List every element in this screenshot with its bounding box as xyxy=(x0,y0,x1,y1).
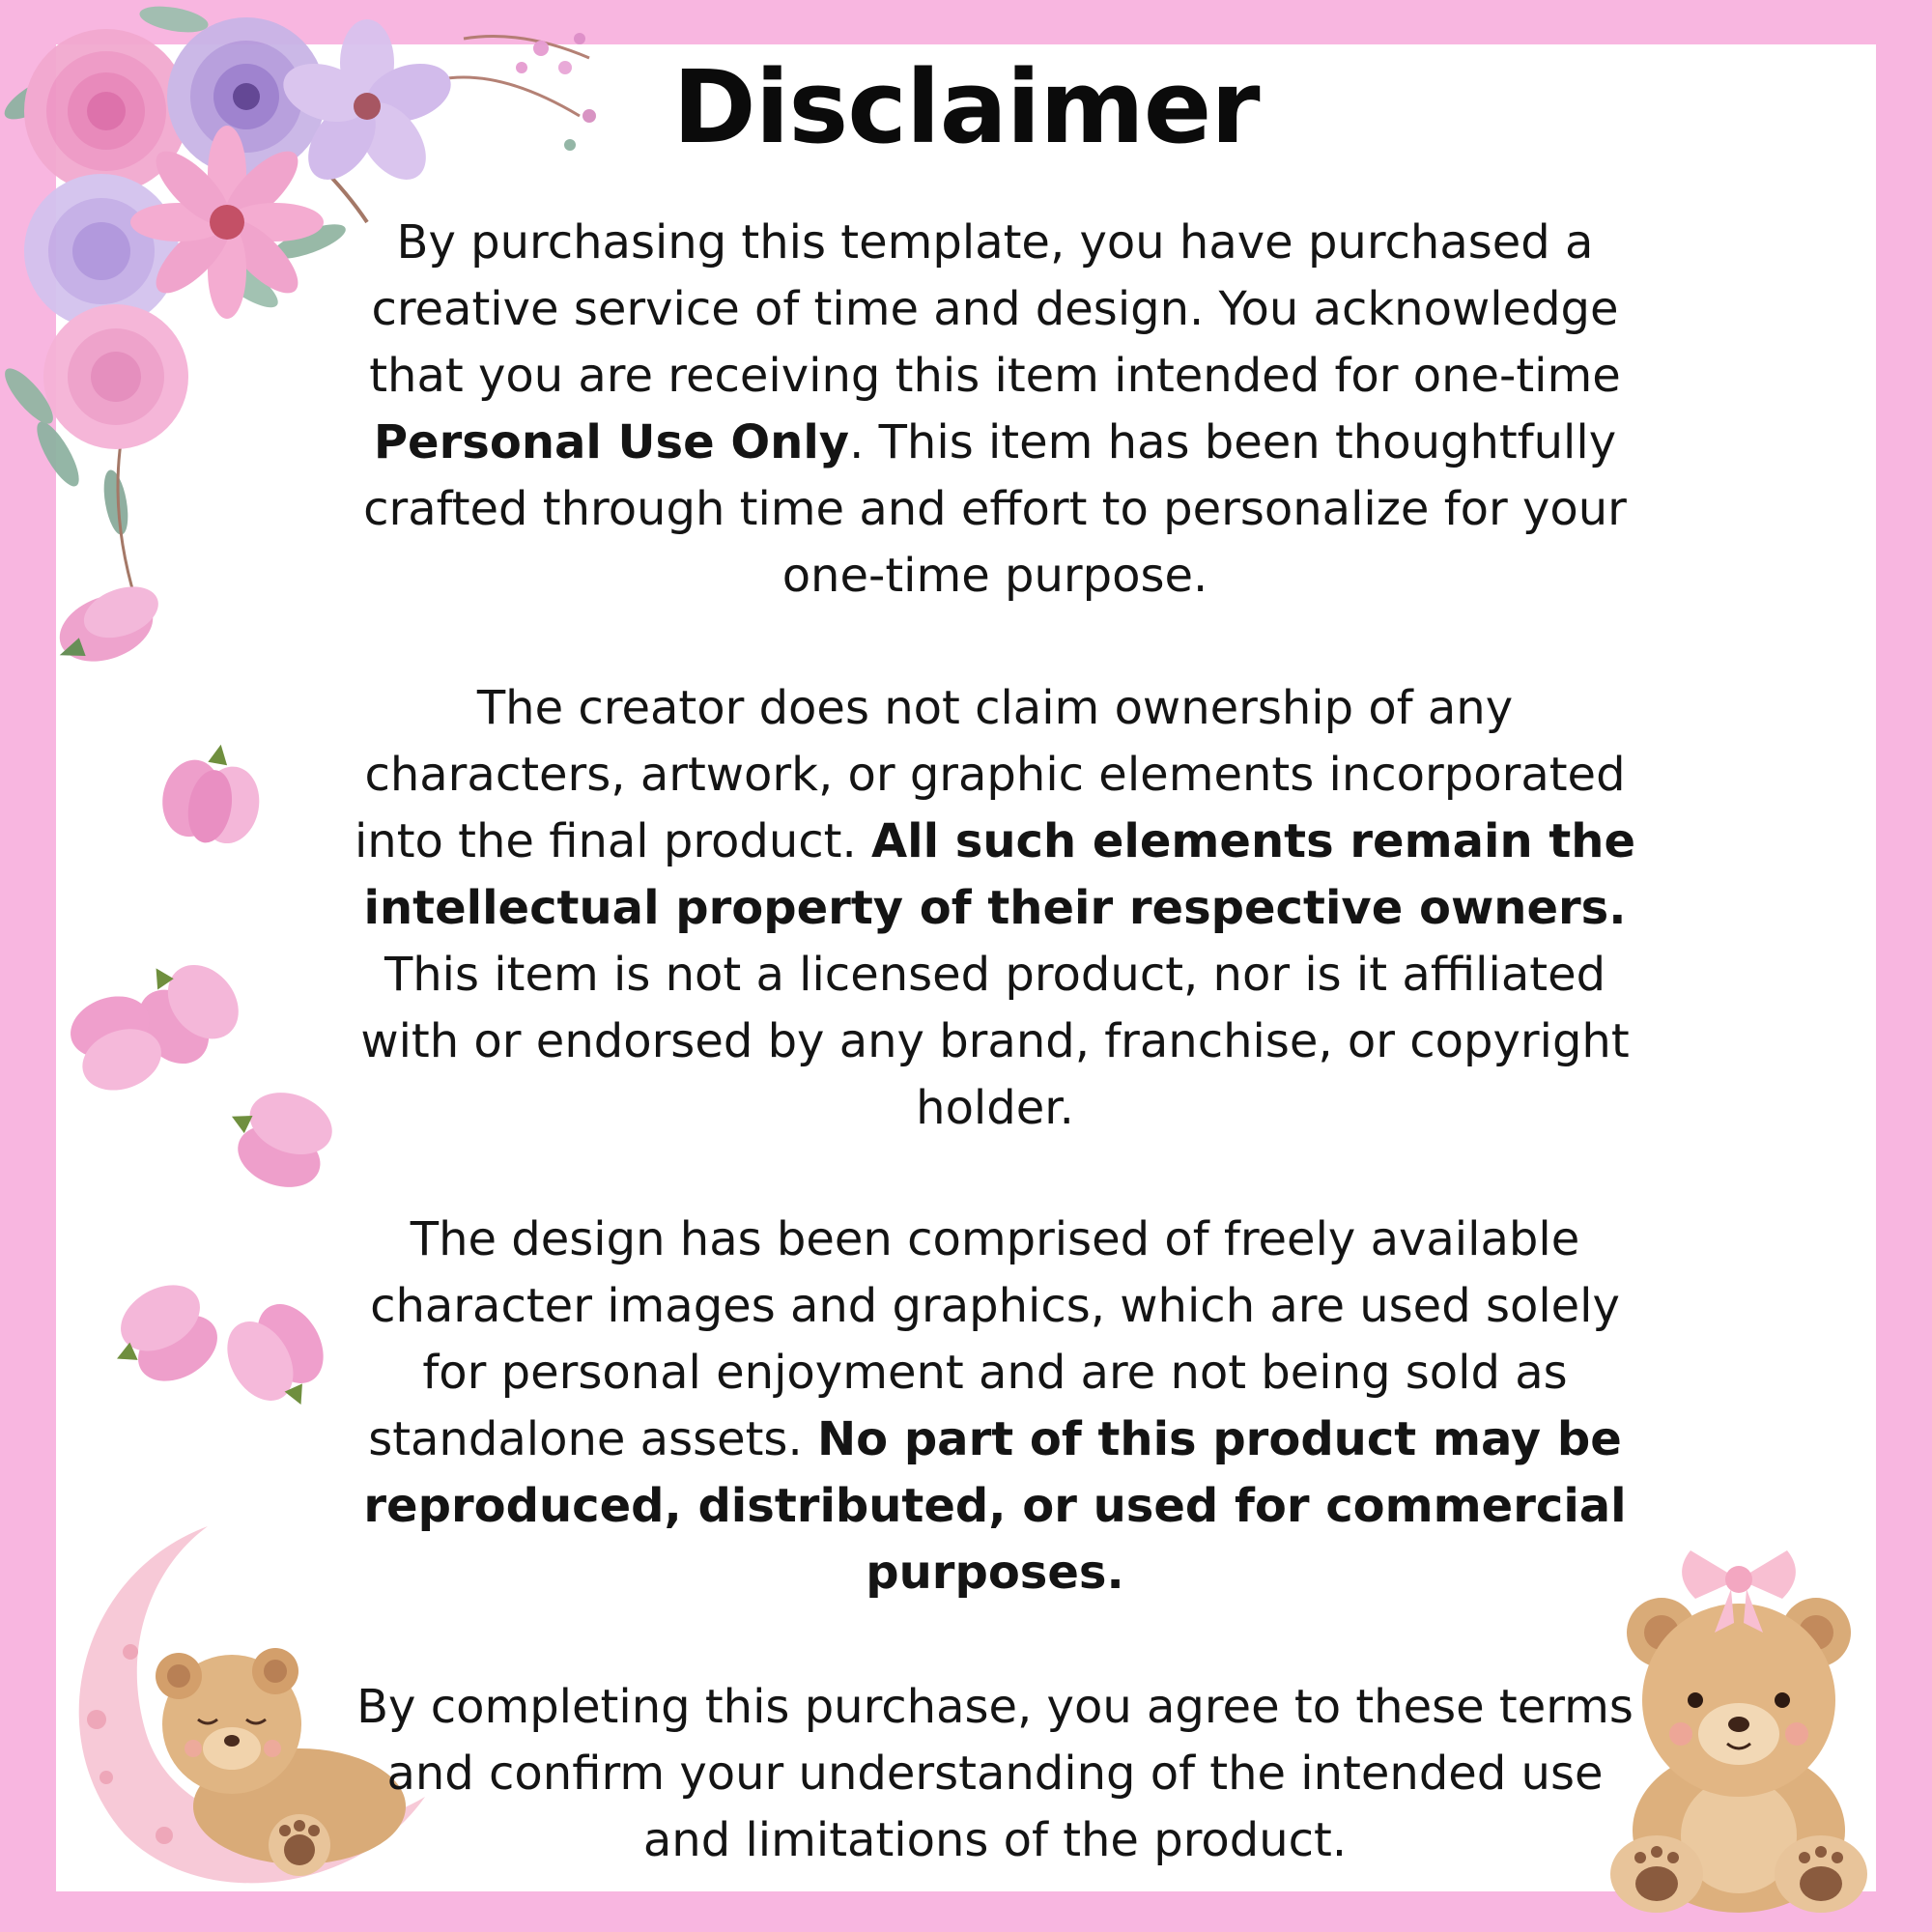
paragraph-text: By completing this purchase, you agree to these terms and confirm your understanding of the intended use and limitations of the product. xyxy=(356,1680,1634,1867)
paragraph-emphasis: All such elements remain the intellectual property of their respective owners. xyxy=(363,814,1636,935)
page-title: Disclaimer xyxy=(672,48,1260,166)
paragraph-design-assets xyxy=(348,1207,1642,1606)
falling-blossoms-icon xyxy=(58,724,348,1459)
paragraph-ownership xyxy=(348,675,1642,1142)
paragraph-emphasis: No part of this product may be reproduced, distributed, or used for commercial purposes. xyxy=(363,1412,1627,1600)
paragraph-text: This item is not a licensed product, nor is it affiliated with or endorsed by any brand, franchise, or copyright holder. xyxy=(360,948,1630,1135)
paragraph-agreement xyxy=(348,1674,1642,1874)
paragraph-text: The creator does not claim ownership of any characters, artwork, or graphic elements incorporated into the final product. xyxy=(354,681,1626,868)
paragraph-text: . This item has been thoughtfully crafted through time and effort to personalize for your one-time purpose. xyxy=(363,415,1627,603)
paragraph-emphasis: Personal Use Only xyxy=(373,415,850,469)
paragraph-text: By purchasing this template, you have purchased a creative service of time and design. You acknowledge that you are receiving this item intended for one-time xyxy=(369,215,1621,403)
paragraph-text: The design has been comprised of freely available character images and graphics, which are used solely for personal enjoyment and are not being sold as standalone assets. xyxy=(368,1212,1620,1466)
teddy-bear-bow-icon xyxy=(1604,1541,1874,1918)
paragraph-purchase xyxy=(348,210,1642,610)
